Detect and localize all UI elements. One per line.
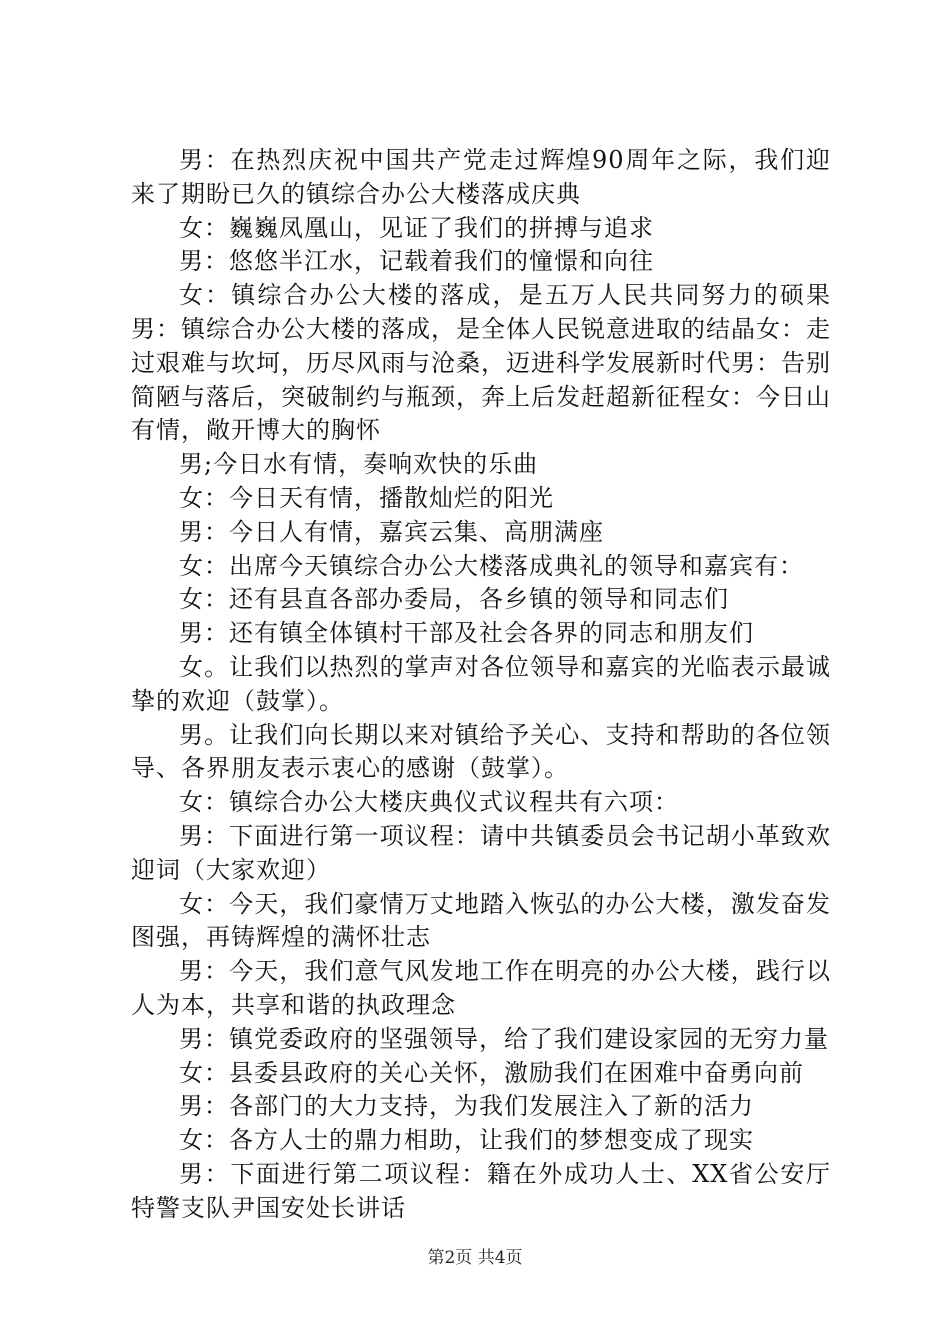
paragraph: 男;今日水有情，奏响欢快的乐曲	[179, 450, 539, 479]
paragraph: 女：县委县政府的关心关怀，激励我们在困难中奋勇向前	[179, 1058, 804, 1087]
paragraph: 男：下面进行第二项议程：籍在外成功人士、XX省公安厅特警支队尹国安处长讲话	[131, 1159, 831, 1222]
paragraph: 男。让我们向长期以来对镇给予关心、支持和帮助的各位领导、各界朋友表示衷心的感谢（鼓掌）。	[131, 720, 831, 783]
paragraph: 男：在热烈庆祝中国共产党走过辉煌90周年之际，我们迎来了期盼已久的镇综合办公大楼落成庆典	[131, 146, 831, 208]
paragraph: 男：今日人有情，嘉宾云集、高朋满座	[179, 517, 604, 546]
paragraph: 男：镇党委政府的坚强领导，给了我们建设家园的无穷力量	[179, 1024, 829, 1053]
page-number-footer: 第2页 共4页	[427, 1248, 523, 1268]
document-body	[131, 144, 831, 1226]
paragraph: 男：各部门的大力支持，为我们发展注入了新的活力	[179, 1092, 754, 1121]
paragraph: 女：各方人士的鼎力相助，让我们的梦想变成了现实	[179, 1126, 754, 1155]
paragraph: 女：巍巍凤凰山，见证了我们的拼搏与追求	[179, 213, 654, 242]
paragraph: 女：镇综合办公大楼的落成，是五万人民共同努力的硕果男：镇综合办公大楼的落成，是全体人民锐意进取的结晶女：走过艰难与坎坷，历尽风雨与沧桑，迈进科学发展新时代男：告别简陋与落后，突破制约与瓶颈，奔上后发赶超新征程女：今日山有情，敞开博大的胸怀	[131, 281, 831, 445]
paragraph: 男：悠悠半江水，记载着我们的憧憬和向往	[179, 247, 654, 276]
paragraph: 男：下面进行第一项议程：请中共镇委员会书记胡小革致欢迎词（大家欢迎）	[131, 821, 831, 884]
paragraph: 女：镇综合办公大楼庆典仪式议程共有六项：	[179, 788, 679, 817]
paragraph: 女：还有县直各部办委局，各乡镇的领导和同志们	[179, 585, 729, 614]
paragraph: 男：今天，我们意气风发地工作在明亮的办公大楼，践行以人为本，共享和谐的执政理念	[131, 957, 831, 1019]
paragraph: 女。让我们以热烈的掌声对各位领导和嘉宾的光临表示最诚挚的欢迎（鼓掌）。	[131, 652, 831, 715]
paragraph: 女：今日天有情，播散灿烂的阳光	[179, 483, 554, 512]
paragraph: 女：今天，我们豪情万丈地踏入恢弘的办公大楼，激发奋发图强，再铸辉煌的满怀壮志	[131, 889, 831, 952]
paragraph: 女：出席今天镇综合办公大楼落成典礼的领导和嘉宾有：	[179, 551, 804, 580]
paragraph: 男：还有镇全体镇村干部及社会各界的同志和朋友们	[179, 619, 754, 648]
